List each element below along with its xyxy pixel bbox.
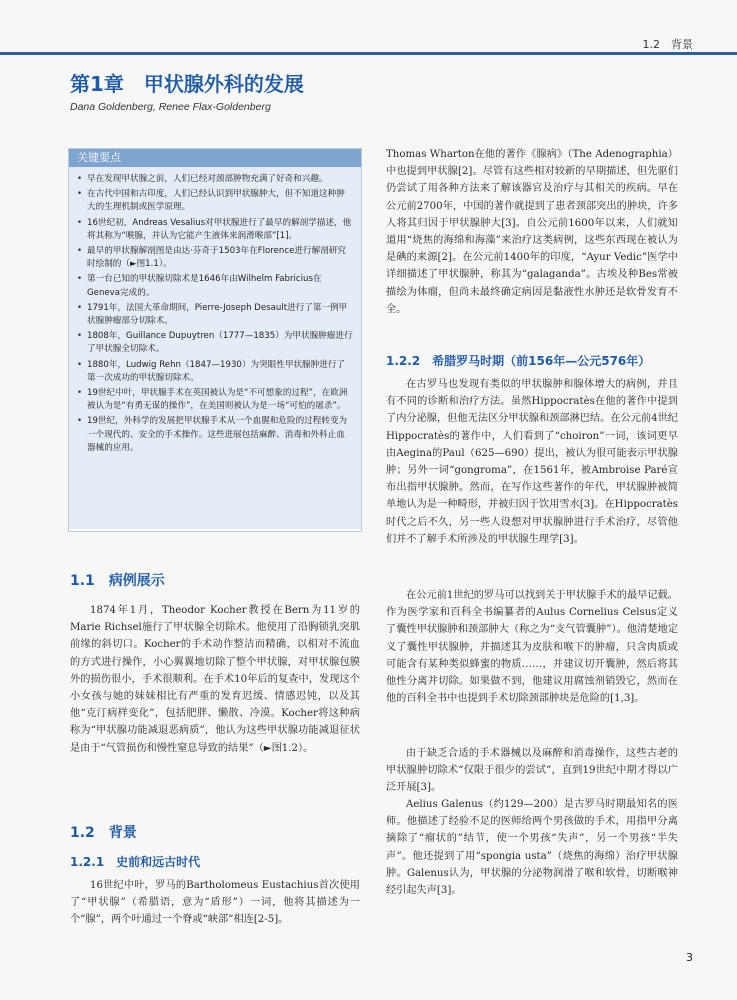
right-paragraph-4: 由于缺乏合适的手术器械以及麻醉和消毒操作，这些古老的甲状腺肿切除术“仅限于很少的尝试”，直到19世纪中期才得以广泛开展[3]。: [386, 748, 678, 794]
running-head: 1.2 背景: [642, 38, 693, 51]
section-1-2-heading: 1.2 背景: [70, 825, 137, 841]
key-points-heading: 关键要点: [69, 149, 361, 167]
right-paragraph-5: Aelius Galenus（约129—200）是古罗马时期最知名的医师。他描述了经验不足的医师给两个男孩做的手术，用指甲分离摘除了“瘤状的”结节，使一个男孩“失声”，另一个男孩“半失声”。他还提到了用“spongia usta”（烧焦的海绵）治疗甲状腺肿。Galenus认为，甲状腺的分泌物润滑了喉和软骨，切断喉神经引起失声[3]。: [386, 799, 678, 897]
section-1-1-paragraph: 1874年1月，Theodor Kocher教授在Bern为11岁的Marie Richsel施行了甲状腺全切除术。他使用了沿胸锁乳突肌前缘的斜切口。Kocher的手术动作整洁而精确，以相对不流血的方式进行操作，小心翼翼地切除了整个甲状腺，对甲状腺包膜外的损伤很小，手术很顺利。在手术10年后的复查中，发现这个小女孩与她的妹妹相比有严重的发育迟缓、情感迟钝，以及其他“克汀病样变化”，包括肥胖、懒散、冷漠。Kocher将这种病称为“甲状腺功能减退恶病质”，他认为这些甲状腺功能减退征状是由于“气管损伤和慢性窒息导致的结果”（►图1.2）。: [70, 605, 360, 754]
key-point-item: • 19世纪，外科学的发展把甲状腺手术从一个血腥和危险的过程转变为一个现代的、安全的手术操作。这些进展包括麻醉、消毒和外科止血器械的应用。: [87, 415, 353, 455]
section-1-2-1-paragraph: 16世纪中叶，罗马的Bartholomeus Eustachius首次使用了“甲状腺”（希腊语，意为“盾形”）一词，他将其描述为一个“腺”，两个叶通过一个脊或“峡部”相连[2-5]。: [70, 880, 360, 926]
key-point-item: • 1880年，Ludwig Rehn（1847—1930）为突眼性甲状腺肿进行了第一次成功的甲状腺切除术。: [87, 359, 353, 385]
section-1-2-1-heading: 1.2.1 史前和远古时代: [70, 855, 201, 869]
key-point-item: • 19世纪中叶，甲状腺手术在英国被认为是“不可想象的过程”，在欧洲被认为是“有勇无谋的操作”，在美国则被认为是一场“可怕的屠杀”。: [87, 387, 353, 413]
key-point-item: • 16世纪初，Andreas Vesalius对甲状腺进行了最早的解剖学描述，他将其称为“喉腺，并认为它能产生液体来润滑喉部”[1]。: [87, 217, 353, 243]
key-point-item: • 最早的甲状腺解剖图是由达·芬奇于1503年在Florence进行解剖研究时绘制的（►图1.1）。: [87, 245, 353, 271]
key-points-list: [69, 167, 361, 529]
key-points-box: [68, 148, 362, 532]
key-point-item: • 在古代中国和古印度，人们已经认识到甲状腺肿大，但不知道这种肿大的生理机制或医学原理。: [87, 188, 353, 214]
right-paragraph-2: 在古罗马也发现有类似的甲状腺肿和腺体增大的病例，并且有不同的诊断和治疗方法。虽然Hippocratès在他的著作中提到了内分泌腺，但他无法区分甲状腺和颈部淋巴结。在公元前4世纪Hippocratès的著作中，人们看到了“choiron”一词，该词更早由Aegina的Paul（625—690）提出，被认为很可能表示甲状腺肿；另外一词“gongroma”，在1561年，被Ambroise Paré宣布出指甲状腺肿。然而，在写作这些著作的年代，甲状腺肿被简单地认为是一种畸形，并被归因于饮用雪水[3]。在Hippocratès时代之后不久，另一些人设想对甲状腺肿进行手术治疗，尽管他们并不了解手术所涉及的甲状腺生理学[3]。: [386, 379, 678, 545]
key-point-item: • 1791年，法国大革命期间，Pierre-Joseph Desault进行了第一例甲状腺肿瘤部分切除术。: [87, 302, 353, 328]
page-number: 3: [686, 951, 693, 964]
authors: Dana Goldenberg, Renee Flax-Goldenberg: [70, 101, 271, 113]
chapter-title: 第1章 甲状腺外科的发展: [70, 72, 304, 96]
right-paragraph-1: Thomas Wharton在他的著作《腺病》（The Adenographia）中也提到甲状腺[2]。尽管有这些相对较新的早期描述，但先驱们仍尝试了用各种方法来了解该器官及治疗与其相关的疾病。早在公元前2700年，中国的著作就提到了患者颈部突出的肿块，许多人将其归因于甲状腺肿大[3]。自公元前1600年以来，人们就知道用“烧焦的海绵和海藻”来治疗这类病例，这些东西现在被认为是碘的来源[2]。在公元前1400年的印度，“Ayur Vedic”医学中详细描述了甲状腺肿，称其为“galaganda”。古埃及种Bes常被描绘为体瘤，但尚未最终确定病因是黏液性水肿还是软骨发育不全。: [386, 149, 678, 315]
header-rule: [0, 52, 737, 55]
section-1-1-heading: 1.1 病例展示: [70, 573, 165, 589]
key-point-item: • 1808年，Guillance Dupuytren（1777—1835）为甲状腺肿瘤进行了甲状腺全切除术。: [87, 330, 353, 356]
right-paragraph-3: 在公元前1世纪的罗马可以找到关于甲状腺手术的最早记载。作为医学家和百科全书编纂者的Aulus Cornelius Celsus定义了囊性甲状腺肿和颈部肿大（称之为“支气管囊肿”）。他清楚地定义了囊性甲状腺肿，并描述其为皮肤和喉下的肿瘤，只含肉质或可能含有某种类似蜂蜜的物质……，并建议切开囊肿，然后将其他性分离并切除。如果做不到，他建议用腐蚀剂销毁它，然而在他的百科全书中也提到手术切除颈部肿块是危险的[1,3]。: [386, 590, 678, 705]
section-1-2-2-heading: 1.2.2 希腊罗马时期（前156年—公元576年）: [386, 354, 651, 368]
key-point-item: • 第一台已知的甲状腺切除术是1646年由Wilhelm Fabricius在Geneva完成的。: [87, 273, 353, 299]
key-point-item: • 早在发现甲状腺之前，人们已经对颈部肿物充满了好奇和兴趣。: [87, 173, 353, 186]
